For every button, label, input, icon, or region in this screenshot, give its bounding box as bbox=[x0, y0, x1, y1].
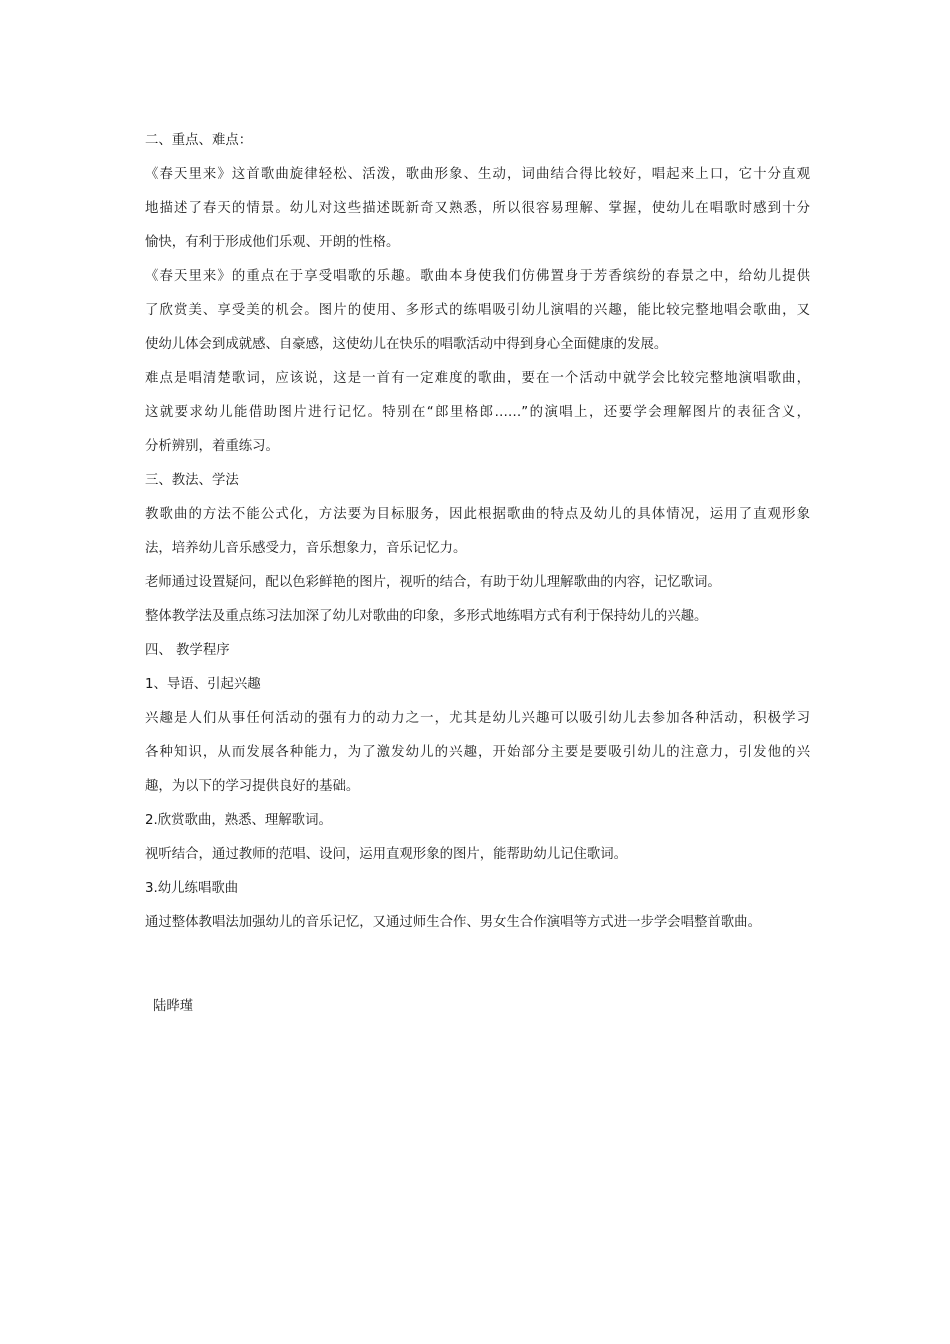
paragraph-interest bbox=[145, 702, 810, 804]
paragraph-line: 各种知识，从而发展各种能力，为了激发幼儿的兴趣，开始部分主要是要吸引幼儿的注意力，引发他的兴 bbox=[145, 745, 810, 760]
paragraph-line: 兴趣是人们从事任何活动的强有力的动力之一，尤其是幼儿兴趣可以吸引幼儿去参加各种活动，积极学习 bbox=[145, 711, 810, 726]
paragraph-song-description bbox=[145, 158, 810, 260]
paragraph-line: 了欣赏美、享受美的机会。图片的使用、多形式的练唱吸引幼儿演唱的兴趣，能比较完整地唱会歌曲，又 bbox=[145, 303, 810, 318]
paragraph-line: 难点是唱清楚歌词，应该说，这是一首有一定难度的歌曲，要在一个活动中就学会比较完整地演唱歌曲， bbox=[145, 371, 810, 386]
author-signature: 陆晔瑾 bbox=[153, 999, 194, 1014]
section-heading-teaching-methods: 三、教法、学法 bbox=[145, 473, 239, 488]
paragraph-line: 趣，为以下的学习提供良好的基础。 bbox=[145, 779, 360, 794]
paragraph-line: 这就要求幼儿能借助图片进行记忆。特别在“郎里格郎……”的演唱上，还要学会理解图片的表征含义， bbox=[145, 405, 810, 420]
paragraph-line: 分析辨别，着重练习。 bbox=[145, 439, 279, 454]
paragraph-pictures: 老师通过设置疑问，配以色彩鲜艳的图片，视听的结合，有助于幼儿理解歌曲的内容，记忆歌词。 bbox=[145, 575, 721, 590]
section-heading-key-points: 二、重点、难点： bbox=[145, 133, 253, 148]
paragraph-difficulty bbox=[145, 362, 810, 464]
paragraph-audiovisual: 视听结合，通过教师的范唱、设问，运用直观形象的图片，能帮助幼儿记住歌词。 bbox=[145, 847, 628, 862]
step-heading-appreciation: 2.欣赏歌曲，熟悉、理解歌词。 bbox=[145, 813, 332, 828]
paragraph-practice: 通过整体教唱法加强幼儿的音乐记忆，又通过师生合作、男女生合作演唱等方式进一步学会唱整首歌曲。 bbox=[145, 915, 761, 930]
paragraph-line: 愉快，有利于形成他们乐观、开朗的性格。 bbox=[145, 235, 400, 250]
paragraph-whole-method: 整体教学法及重点练习法加深了幼儿对歌曲的印象，多形式地练唱方式有利于保持幼儿的兴趣。 bbox=[145, 609, 708, 624]
document-body bbox=[145, 124, 810, 940]
section-heading-teaching-procedure: 四、 教学程序 bbox=[145, 643, 230, 658]
paragraph-line: 法，培养幼儿音乐感受力，音乐想象力，音乐记忆力。 bbox=[145, 541, 467, 556]
step-heading-introduction: 1、导语、引起兴趣 bbox=[145, 677, 261, 692]
paragraph-key-point bbox=[145, 260, 810, 362]
step-heading-practice: 3.幼儿练唱歌曲 bbox=[145, 881, 239, 896]
paragraph-line: 使幼儿体会到成就感、自豪感，这使幼儿在快乐的唱歌活动中得到身心全面健康的发展。 bbox=[145, 337, 668, 352]
paragraph-line: 地描述了春天的情景。幼儿对这些描述既新奇又熟悉，所以很容易理解、掌握，使幼儿在唱歌时感到十分 bbox=[145, 201, 810, 216]
paragraph-line: 《春天里来》的重点在于享受唱歌的乐趣。歌曲本身使我们仿佛置身于芳香缤纷的春景之中，给幼儿提供 bbox=[145, 269, 810, 284]
paragraph-line: 《春天里来》这首歌曲旋律轻松、活泼，歌曲形象、生动，词曲结合得比较好，唱起来上口，它十分直观 bbox=[145, 167, 810, 182]
paragraph-line: 教歌曲的方法不能公式化，方法要为目标服务，因此根据歌曲的特点及幼儿的具体情况，运用了直观形象 bbox=[145, 507, 810, 522]
paragraph-teaching-method bbox=[145, 498, 810, 566]
